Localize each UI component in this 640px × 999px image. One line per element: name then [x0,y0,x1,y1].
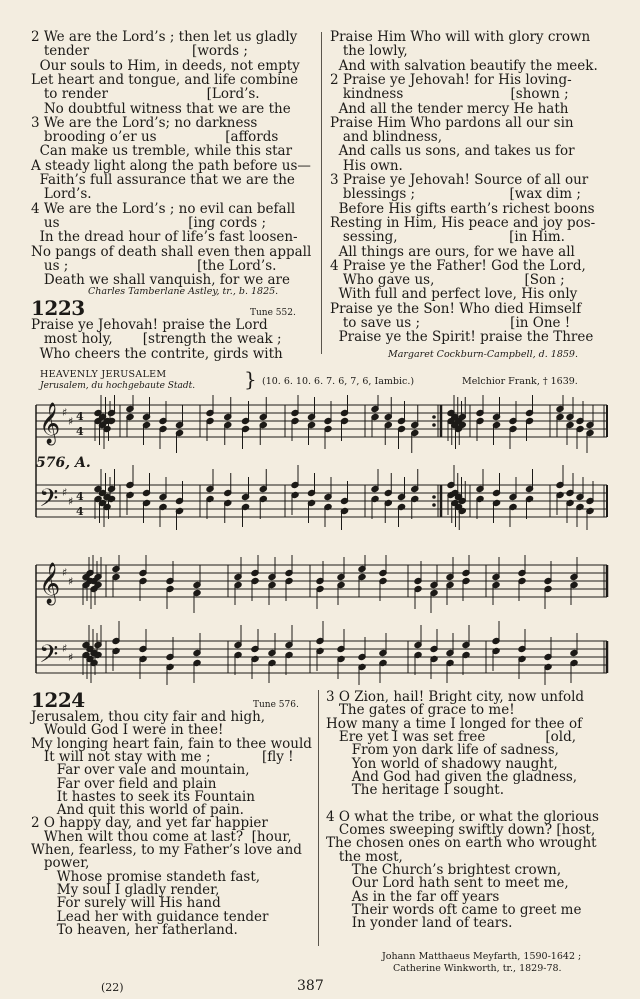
svg-text:♯: ♯ [68,415,74,428]
verse-line: In the dread hour of life’s fast loosen- [31,229,298,246]
verse-line: As in the far off years [326,888,500,905]
svg-text:♯: ♯ [68,575,74,588]
verse-line: 2 O happy day, and yet far happier [31,815,268,832]
svg-text:♯: ♯ [62,566,68,579]
verse-line: Resting in Him, His peace and joy pos- [330,214,596,231]
signature-mark: (22) [101,981,124,994]
verse-line: Our Lord hath sent to meet me, [326,875,569,892]
svg-text:♯: ♯ [68,651,74,664]
svg-text:♯: ♯ [62,486,68,499]
verse-line: 4 Praise ye the Father! God the Lord, [330,257,586,274]
verse-line: 3 Praise ye Jehovah! Source of all our [330,172,589,188]
verse-line: Comes sweeping swiftly down? [host, [326,822,596,838]
verse-line: us ; [the Lord’s. [31,257,277,274]
verse-line: 2 We are the Lord’s ; then let us gladly [31,29,298,45]
column-divider-bottom [318,690,319,946]
verse-line: Praise ye the Son! Who died Himself [330,300,582,317]
tune-composer: Melchior Frank, † 1639. [462,376,578,387]
verse-line: Praise ye Jehovah! praise the Lord [31,317,268,333]
hymn-number-1224: 1224 [31,688,85,712]
verse-line: Lord’s. [31,186,92,203]
music-system-1 [30,395,610,530]
verse-line: Who cheers the contrite, girds with [31,345,283,362]
svg-text:𝄞: 𝄞 [39,563,61,604]
svg-text:4: 4 [76,410,84,423]
verse-line: The chosen ones on earth who wrought [326,835,597,852]
verse-line: the most, [326,848,403,865]
verse-line: Praise Him Who will with glory crown [330,29,591,45]
page-number: 387 [297,978,324,994]
verse-line: tender [words ; [31,43,248,60]
verse-line: the lowly, [330,43,408,60]
verse-line: Who gave us, [Son ; [330,272,565,289]
verse-line: most holy, [strength the weak ; [31,331,282,348]
verse-line: Death we shall vanquish, for we are [31,272,291,289]
column-divider-top [321,32,322,354]
verse-line: Before His gifts earth’s richest boons [330,200,595,217]
verse-line: His own. [330,157,403,174]
verse-line: And quit this world of pain. [31,802,244,819]
verse-line: blessings ; [wax dim ; [330,186,581,203]
verse-line: Their words oft came to greet me [326,901,582,918]
svg-text:4: 4 [76,490,84,503]
svg-text:𝄢: 𝄢 [39,640,59,675]
verse-line: My longing heart fain, fain to thee would [31,735,312,752]
verse-line: The Church’s brightest crown, [326,861,562,878]
verse-line: In yonder land of tears. [326,915,513,932]
author-credit-meyfarth: Johann Matthaeus Meyfarth, 1590-1642 ; [382,951,582,962]
tune-name: HEAVENLY JERUSALEM [40,369,167,380]
music-system-2 [30,555,610,685]
verse-line: The heritage I sought. [326,782,505,799]
verse-line: Our souls to Him, in deeds, not empty [31,57,300,74]
svg-text:4: 4 [76,505,84,518]
verse-line: Far over vale and mountain, [31,762,250,779]
verse-line: The gates of grace to me! [326,702,515,719]
verse-line: No doubtful witness that we are the [31,100,291,117]
verse-line: For surely will His hand [31,895,221,912]
verse-line: kindness [shown ; [330,86,569,103]
verse-line: To heaven, her fatherland. [31,921,238,938]
verse-line: 3 O Zion, hail! Bright city, now unfold [326,689,585,705]
verse-line: And God had given the gladness, [326,768,578,785]
verse-line: When, fearless, to my Father’s love and [31,842,302,858]
verse-line: brooding o’er us [affords [31,129,279,146]
verse-line: to save us ; [in One ! [330,315,571,331]
author-credit-astley: Charles Tamberlane Astley, tr., b. 1825. [88,286,279,297]
verse-line: Whose promise standeth fast, [31,868,261,885]
verse-line: It will not stay with me ; [fly ! [31,748,294,765]
verse-line: A steady light along the path before us— [31,157,311,174]
verse-line: 2 Praise ye Jehovah! for His loving- [330,71,572,88]
verse-line: Far over field and plain [31,775,217,792]
verse-line: Faith’s full assurance that we are the [31,172,295,188]
translator-credit-winkworth: Catherine Winkworth, tr., 1829-78. [393,963,562,974]
verse-line: 4 We are the Lord’s ; no evil can befall [31,200,296,217]
svg-text:𝄢: 𝄢 [39,484,59,519]
verse-line: All things are ours, for we have all [330,243,575,260]
verse-line: Let heart and tongue, and life combine [31,71,299,88]
author-credit-campbell: Margaret Cockburn-Campbell, d. 1859. [388,349,578,360]
verse-line: And calls us sons, and takes us for [330,143,575,160]
svg-text:𝄞: 𝄞 [39,403,61,444]
tune-number: 576, A. [36,455,91,471]
verse-line: power, [31,855,90,872]
verse-line: When wilt thou come at last? [hour, [31,828,292,845]
verse-line: It hastes to seek its Fountain [31,788,255,805]
hymn-number-1223: 1223 [31,296,85,320]
verse-line: Lead her with guidance tender [31,908,269,925]
verse-line: How many a time I longed for thee of [326,715,583,732]
verse-line: Praise Him Who pardons all our sin [330,114,574,131]
tune-meter: (10. 6. 10. 6. 7. 6, 7, 6, Iambic.) [262,376,415,387]
verse-line: From yon dark life of sadness, [326,742,559,759]
svg-text:♯: ♯ [62,406,68,419]
verse-line: Yon world of shadowy naught, [326,755,558,772]
verse-line: Can make us tremble, while this star [31,143,293,160]
verse-line: My soul I gladly render, [31,881,220,898]
verse-line: us [ing cords ; [31,214,266,231]
verse-line: Jerusalem, thou city fair and high, [31,709,266,725]
tune-reference-1224: Tune 576. [253,700,299,710]
verse-line: to render [Lord’s. [31,86,260,103]
verse-line: sessing, [in Him. [330,229,565,246]
verse-line: and blindness, [330,129,442,146]
svg-text:♯: ♯ [62,642,68,655]
tune-brace: } [244,367,257,391]
tune-alt-name: Jerusalem, du hochgebaute Stadt. [40,381,196,391]
verse-line: And all the tender mercy He hath [330,100,569,117]
verse-line: Praise ye the Spirit! praise the Three [330,329,594,346]
verse-line: 3 We are the Lord’s; no darkness [31,114,258,131]
verse-line: And with salvation beautify the meek. [330,57,598,74]
tune-reference-1223: Tune 552. [250,308,296,318]
verse-line: 4 O what the tribe, or what the glorious [326,808,599,825]
verse-line: Would God I were in thee! [31,722,224,739]
svg-text:♯: ♯ [68,495,74,508]
verse-line: No pangs of death shall even then appall [31,243,312,260]
verse-line: Ere yet I was set free [old, [326,728,577,745]
svg-text:4: 4 [76,425,84,438]
verse-line: With full and perfect love, His only [330,286,578,303]
